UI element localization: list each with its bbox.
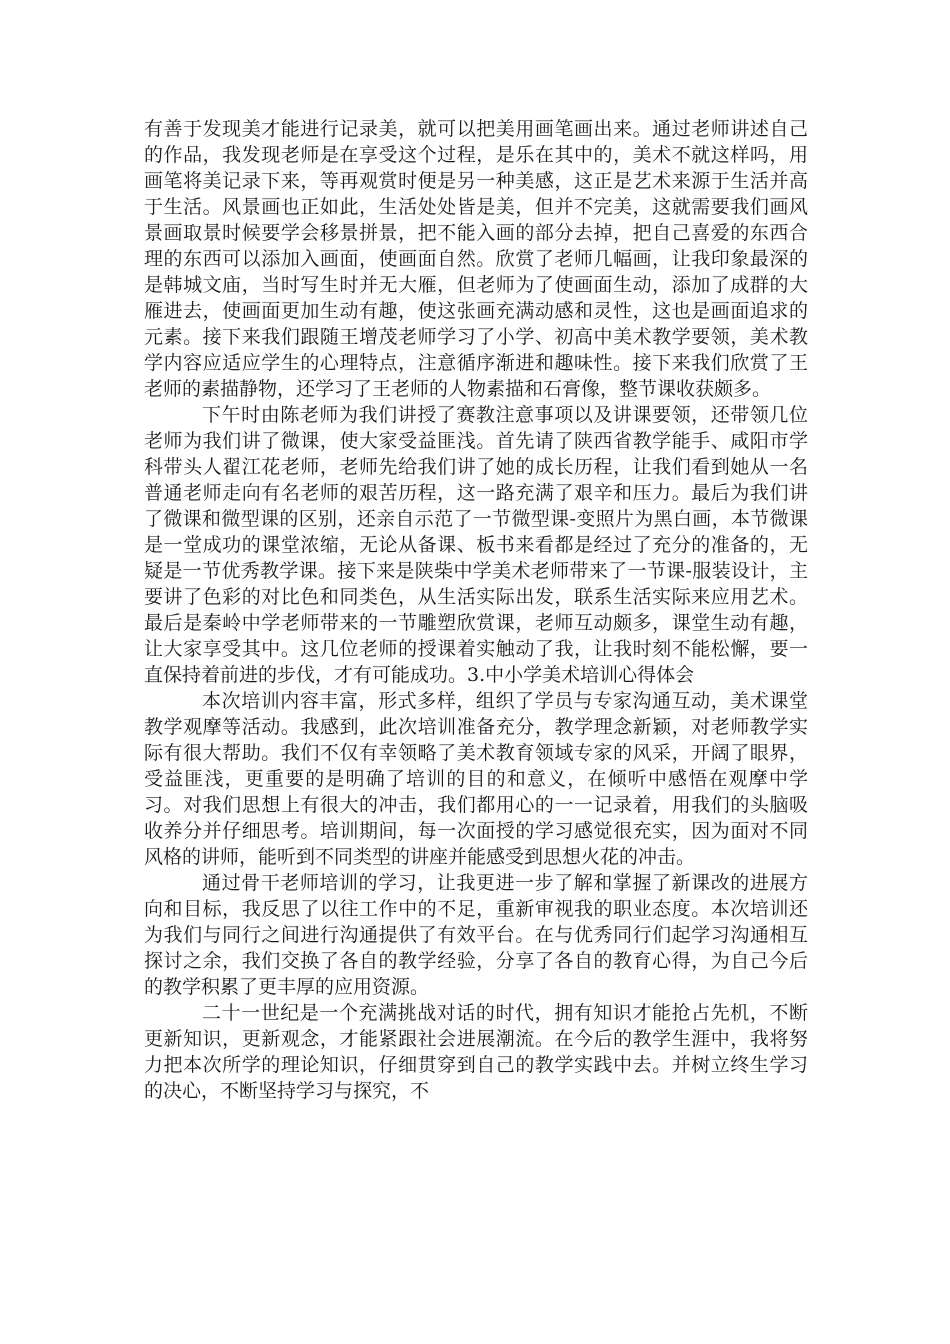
document-body [144,116,808,1104]
paragraph-4: 通过骨干老师培训的学习，让我更进一步了解和掌握了新课改的进展方向和目标，我反思了以往工作中的不足，重新审视我的职业态度。本次培训还为我们与同行之间进行沟通提供了有效平台。在与优秀同行们起学习沟通相互探讨之余，我们交换了各自的教学经验，分享了各自的教育心得，为自己今后的教学积累了更丰厚的应用资源。 [144,872,808,998]
paragraph-2: 下午时由陈老师为我们讲授了赛教注意事项以及讲课要领，还带领几位老师为我们讲了微课，使大家受益匪浅。首先请了陕西省教学能手、咸阳市学科带头人翟江花老师，老师先给我们讲了她的成长历程，让我们看到她从一名普通老师走向有名老师的艰苦历程，这一路充满了艰辛和压力。最后为我们讲了微课和微型课的区别，还亲自示范了一节微型课-变照片为黑白画，本节微课是一堂成功的课堂浓缩，无论从备课、板书来看都是经过了充分的准备的，无疑是一节优秀教学课。接下来是陕柴中学美术老师带来了一节课-服装设计，主要讲了色彩的对比色和同类色，从生活实际出发，联系生活实际来应用艺术。最后是秦岭中学老师带来的一节雕塑欣赏课，老师互动颇多，课堂生动有趣，让大家享受其中。这几位老师的授课着实触动了我，让我时刻不能松懈，要一直保持着前进的步伐，才有可能成功。3.中小学美术培训心得体会 [144,404,808,686]
paragraph-1: 有善于发现美才能进行记录美，就可以把美用画笔画出来。通过老师讲述自己的作品，我发现老师是在享受这个过程，是乐在其中的，美术不就这样吗，用画笔将美记录下来，等再观赏时便是另一种美感，这正是艺术来源于生活并高于生活。风景画也正如此，生活处处皆是美，但并不完美，这就需要我们画风景画取景时候要学会移景拼景，把不能入画的部分去掉，把自己喜爱的东西合理的东西可以添加入画面，使画面自然。欣赏了老师几幅画，让我印象最深的是韩城文庙，当时写生时并无大雁，但老师为了使画面生动，添加了成群的大雁进去，使画面更加生动有趣，使这张画充满动感和灵性，这也是画面追求的元素。接下来我们跟随王增茂老师学习了小学、初高中美术教学要领，美术教学内容应适应学生的心理特点，注意循序渐进和趣味性。接下来我们欣赏了王老师的素描静物，还学习了王老师的人物素描和石膏像，整节课收获颇多。 [144,118,808,400]
paragraph-3: 本次培训内容丰富，形式多样，组织了学员与专家沟通互动，美术课堂教学观摩等活动。我感到，此次培训准备充分，教学理念新颖，对老师教学实际有很大帮助。我们不仅有幸领略了美术教育领域专家的风采，开阔了眼界，受益匪浅，更重要的是明确了培训的目的和意义，在倾听中感悟在观摩中学习。对我们思想上有很大的冲击，我们都用心的一一记录着，用我们的头脑吸收养分并仔细思考。培训期间，每一次面授的学习感觉很充实，因为面对不同风格的讲师，能听到不同类型的讲座并能感受到思想火花的冲击。 [144,690,808,868]
paragraph-5: 二十一世纪是一个充满挑战对话的时代，拥有知识才能抢占先机，不断更新知识，更新观念，才能紧跟社会进展潮流。在今后的教学生涯中，我将努力把本次所学的理论知识，仔细贯穿到自己的教学实践中去。并树立终生学习的决心，不断坚持学习与探究，不 [144,1002,808,1102]
